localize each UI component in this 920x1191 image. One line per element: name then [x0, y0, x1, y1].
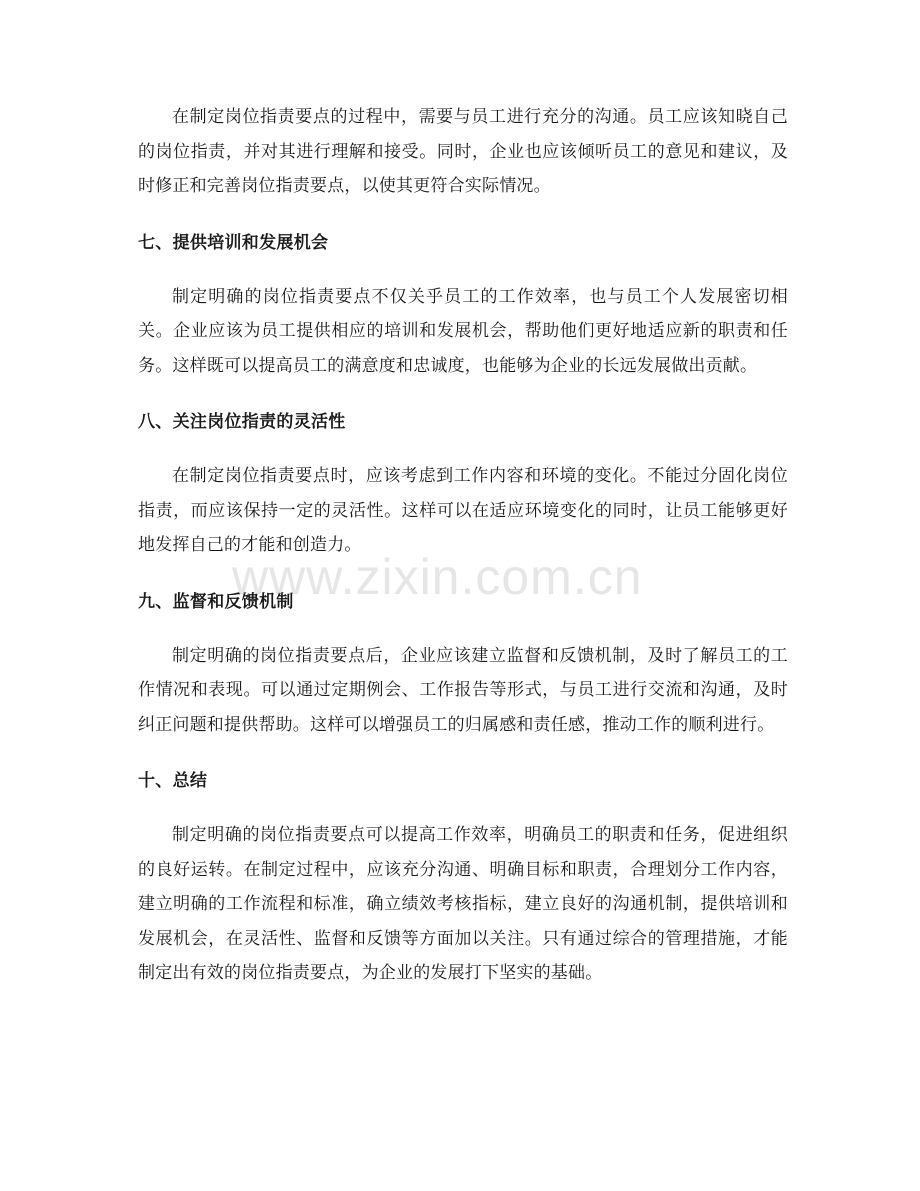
document-body	[138, 100, 788, 991]
heading-section-9: 九、监督和反馈机制	[138, 591, 294, 612]
paragraph-section-9: 制定明确的岗位指责要点后，企业应该建立监督和反馈机制，及时了解员工的工作情况和表现。可以通过定期例会、工作报告等形式，与员工进行交流和沟通，及时纠正问题和提供帮助。这样可以增强员工的归属感和责任感，推动工作的顺利进行。	[138, 645, 788, 735]
heading-section-8: 八、关注岗位指责的灵活性	[138, 412, 346, 432]
paragraph-communication: 在制定岗位指责要点的过程中，需要与员工进行充分的沟通。员工应该知晓自己的岗位指责，并对其进行理解和接受。同时，企业也应该倾听员工的意见和建议，及时修正和完善岗位指责要点，以使其更符合实际情况。	[138, 107, 788, 196]
heading-section-7: 七、提供培训和发展机会	[138, 232, 329, 253]
paragraph-section-7: 制定明确的岗位指责要点不仅关乎员工的工作效率，也与员工个人发展密切相关。企业应该为员工提供相应的培训和发展机会，帮助他们更好地适应新的职责和任务。这样既可以提高员工的满意度和忠诚度，也能够为企业的长远发展做出贡献。	[138, 286, 788, 376]
heading-section-10: 十、总结	[138, 771, 208, 791]
paragraph-section-8: 在制定岗位指责要点时，应该考虑到工作内容和环境的变化。不能过分固化岗位指责，而应该保持一定的灵活性。这样可以在适应环境变化的同时，让员工能够更好地发挥自己的才能和创造力。	[138, 466, 788, 555]
watermark-text: www.zixin.com.cn	[232, 549, 643, 605]
paragraph-summary: 制定明确的岗位指责要点可以提高工作效率，明确员工的职责和任务，促进组织的良好运转。在制定过程中，应该充分沟通、明确目标和职责，合理划分工作内容，建立明确的工作流程和标准，确立绩效考核指标，建立良好的沟通机制，提供培训和发展机会，在灵活性、监督和反馈等方面加以关注。只有通过综合的管理措施，才能制定出有效的岗位指责要点，为企业的发展打下坚实的基础。	[138, 825, 788, 983]
